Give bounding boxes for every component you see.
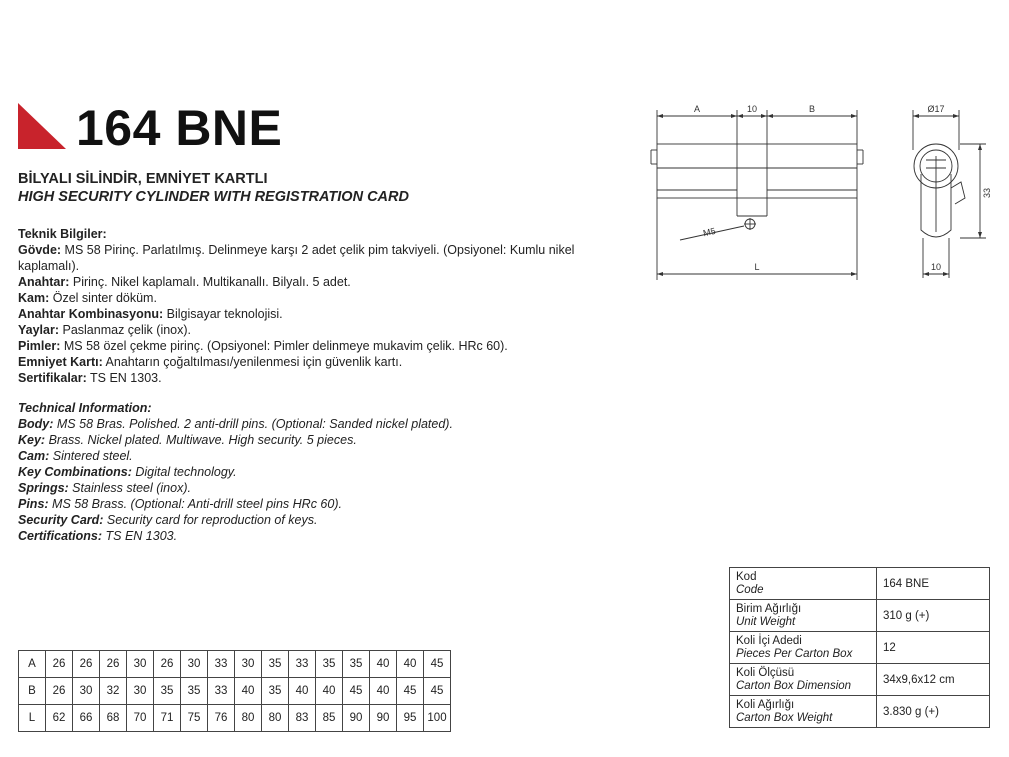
tech-item-label: Emniyet Kartı: bbox=[18, 355, 103, 369]
info-value: 164 BNE bbox=[877, 568, 990, 600]
brand-triangle-logo bbox=[18, 103, 66, 149]
dims-cell: 100 bbox=[424, 705, 451, 732]
dims-cell: 45 bbox=[397, 678, 424, 705]
dims-row-label: B bbox=[19, 678, 46, 705]
side-view bbox=[651, 110, 863, 280]
dims-cell: 68 bbox=[100, 705, 127, 732]
tech-item bbox=[18, 480, 578, 496]
dim-10-top-label: 10 bbox=[746, 104, 758, 114]
tech-item-label: Springs: bbox=[18, 481, 69, 495]
dims-row bbox=[19, 651, 451, 678]
dims-cell: 30 bbox=[73, 678, 100, 705]
dims-cell: 71 bbox=[154, 705, 181, 732]
tech-item-text: Paslanmaz çelik (inox). bbox=[59, 323, 192, 337]
dims-cell: 95 bbox=[397, 705, 424, 732]
dims-row-label: A bbox=[19, 651, 46, 678]
tech-item bbox=[18, 496, 578, 512]
dims-cell: 30 bbox=[235, 651, 262, 678]
info-label bbox=[730, 664, 877, 696]
tech-item bbox=[18, 464, 578, 480]
dims-cell: 75 bbox=[181, 705, 208, 732]
tech-item bbox=[18, 370, 578, 386]
dims-cell: 35 bbox=[343, 651, 370, 678]
dim-10-side-label: 10 bbox=[930, 262, 942, 272]
dims-cell: 35 bbox=[262, 678, 289, 705]
dims-cell: 30 bbox=[127, 678, 154, 705]
tech-item-text: MS 58 özel çekme pirinç. (Opsiyonel: Pimler delinmeye mukavim çelik. HRc 60). bbox=[60, 339, 508, 353]
tech-item-label: Key Combinations: bbox=[18, 465, 132, 479]
info-label-en: Carton Box Weight bbox=[736, 711, 833, 724]
tech-item-text: MS 58 Bras. Polished. 2 anti-drill pins. (Optional: Sanded nickel plated). bbox=[53, 417, 453, 431]
dims-cell: 45 bbox=[424, 678, 451, 705]
tech-heading-en: Technical Information: bbox=[18, 401, 152, 415]
info-label-en: Pieces Per Carton Box bbox=[736, 647, 853, 660]
tech-item bbox=[18, 290, 578, 306]
tech-item-text: MS 58 Pirinç. Parlatılmış. Delinmeye karşı 2 adet çelik pim takviyeli. (Opsiyonel: Kumlu nikel kaplamalı). bbox=[18, 243, 575, 273]
subtitle-english: HIGH SECURITY CYLINDER WITH REGISTRATION CARD bbox=[18, 189, 409, 205]
dims-cell: 40 bbox=[397, 651, 424, 678]
product-title: 164 BNE bbox=[76, 100, 283, 156]
dim-d17-label: Ø17 bbox=[927, 104, 945, 114]
tech-item-label: Pins: bbox=[18, 497, 49, 511]
tech-item bbox=[18, 432, 578, 448]
info-label bbox=[730, 696, 877, 728]
dims-cell: 83 bbox=[289, 705, 316, 732]
dims-cell: 40 bbox=[370, 651, 397, 678]
info-row bbox=[730, 632, 990, 664]
tech-item bbox=[18, 306, 578, 322]
tech-item-text: Özel sinter döküm. bbox=[49, 291, 157, 305]
tech-item-label: Body: bbox=[18, 417, 54, 431]
dimension-arrows bbox=[657, 114, 857, 276]
dims-cell: 35 bbox=[316, 651, 343, 678]
info-row bbox=[730, 600, 990, 632]
dims-cell: 40 bbox=[316, 678, 343, 705]
tech-item-label: Anahtar: bbox=[18, 275, 70, 289]
tech-item-text: Digital technology. bbox=[131, 465, 237, 479]
tech-item-label: Anahtar Kombinasyonu: bbox=[18, 307, 164, 321]
info-value: 34x9,6x12 cm bbox=[877, 664, 990, 696]
dims-cell: 30 bbox=[127, 651, 154, 678]
tech-item-text: Pirinç. Nikel kaplamalı. Multikanallı. Bilyalı. 5 adet. bbox=[69, 275, 351, 289]
dims-cell: 40 bbox=[235, 678, 262, 705]
tech-item-text: TS EN 1303. bbox=[102, 529, 178, 543]
tech-item bbox=[18, 274, 578, 290]
dims-cell: 35 bbox=[262, 651, 289, 678]
dims-cell: 26 bbox=[154, 651, 181, 678]
dims-cell: 33 bbox=[289, 651, 316, 678]
info-label-tr: Koli İçi Adedi bbox=[736, 634, 802, 647]
info-value: 12 bbox=[877, 632, 990, 664]
dims-cell: 66 bbox=[73, 705, 100, 732]
info-label bbox=[730, 600, 877, 632]
dims-cell: 45 bbox=[424, 651, 451, 678]
info-label-tr: Koli Ölçüsü bbox=[736, 666, 795, 679]
info-row bbox=[730, 664, 990, 696]
tech-item bbox=[18, 338, 578, 354]
dims-cell: 30 bbox=[181, 651, 208, 678]
info-label-en: Unit Weight bbox=[736, 615, 796, 628]
info-value: 310 g (+) bbox=[877, 600, 990, 632]
info-value: 3.830 g (+) bbox=[877, 696, 990, 728]
dimensions-table bbox=[18, 650, 451, 732]
info-label bbox=[730, 632, 877, 664]
tech-item-label: Certifications: bbox=[18, 529, 103, 543]
tech-item-text: Sintered steel. bbox=[49, 449, 133, 463]
tech-item-text: Brass. Nickel plated. Multiwave. High security. 5 pieces. bbox=[45, 433, 357, 447]
dim-m5-label: M5 bbox=[702, 225, 717, 239]
end-view bbox=[913, 110, 986, 278]
tech-item-text: Anahtarın çoğaltılması/yenilenmesi için güvenlik kartı. bbox=[102, 355, 403, 369]
tech-heading-tr: Teknik Bilgiler: bbox=[18, 227, 107, 241]
dims-cell: 70 bbox=[127, 705, 154, 732]
dims-cell: 45 bbox=[343, 678, 370, 705]
info-label-en: Code bbox=[736, 583, 764, 596]
dims-cell: 26 bbox=[46, 651, 73, 678]
info-label bbox=[730, 568, 877, 600]
dims-cell: 80 bbox=[262, 705, 289, 732]
dim-b-label: B bbox=[808, 104, 816, 114]
tech-item bbox=[18, 448, 578, 464]
brand-triangle-shape bbox=[18, 103, 66, 149]
info-label-tr: Kod bbox=[736, 570, 757, 583]
tech-item bbox=[18, 512, 578, 528]
dims-cell: 76 bbox=[208, 705, 235, 732]
tech-item-label: Security Card: bbox=[18, 513, 104, 527]
tech-item-text: Stainless steel (inox). bbox=[68, 481, 191, 495]
dim-a-label: A bbox=[693, 104, 701, 114]
tech-item-label: Cam: bbox=[18, 449, 50, 463]
tech-item-text: Bilgisayar teknolojisi. bbox=[163, 307, 283, 321]
tech-item-text: Security card for reproduction of keys. bbox=[103, 513, 318, 527]
tech-item bbox=[18, 528, 578, 544]
dims-cell: 26 bbox=[46, 678, 73, 705]
dim-l-label: L bbox=[754, 262, 760, 272]
tech-item-label: Pimler: bbox=[18, 339, 61, 353]
dims-cell: 33 bbox=[208, 651, 235, 678]
info-row bbox=[730, 696, 990, 728]
dims-row-label: L bbox=[19, 705, 46, 732]
technical-info-turkish bbox=[18, 226, 578, 386]
dims-cell: 40 bbox=[370, 678, 397, 705]
info-label-en: Carton Box Dimension bbox=[736, 679, 852, 692]
dims-cell: 26 bbox=[73, 651, 100, 678]
dims-cell: 26 bbox=[100, 651, 127, 678]
subtitle-turkish: BİLYALI SİLİNDİR, EMNİYET KARTLI bbox=[18, 171, 268, 187]
dims-cell: 40 bbox=[289, 678, 316, 705]
dims-cell: 80 bbox=[235, 705, 262, 732]
dims-cell: 35 bbox=[181, 678, 208, 705]
cylinder-technical-drawing bbox=[640, 98, 1000, 288]
dim-33-label: 33 bbox=[982, 187, 992, 199]
dims-cell: 35 bbox=[154, 678, 181, 705]
info-row bbox=[730, 568, 990, 600]
tech-item-label: Kam: bbox=[18, 291, 50, 305]
tech-item bbox=[18, 242, 578, 274]
dims-cell: 62 bbox=[46, 705, 73, 732]
tech-item-label: Yaylar: bbox=[18, 323, 60, 337]
tech-item bbox=[18, 416, 578, 432]
dims-cell: 32 bbox=[100, 678, 127, 705]
tech-item-text: MS 58 Brass. (Optional: Anti-drill steel pins HRc 60). bbox=[48, 497, 342, 511]
technical-info-english bbox=[18, 400, 578, 544]
product-info-table bbox=[729, 567, 990, 728]
info-label-tr: Birim Ağırlığı bbox=[736, 602, 802, 615]
tech-item-label: Key: bbox=[18, 433, 46, 447]
dims-cell: 90 bbox=[370, 705, 397, 732]
dims-row bbox=[19, 705, 451, 732]
tech-item-text: TS EN 1303. bbox=[86, 371, 162, 385]
dims-cell: 90 bbox=[343, 705, 370, 732]
tech-item-label: Gövde: bbox=[18, 243, 62, 257]
info-label-tr: Koli Ağırlığı bbox=[736, 698, 795, 711]
dims-cell: 85 bbox=[316, 705, 343, 732]
tech-item-label: Sertifikalar: bbox=[18, 371, 87, 385]
dims-row bbox=[19, 678, 451, 705]
dims-cell: 33 bbox=[208, 678, 235, 705]
tech-item bbox=[18, 322, 578, 338]
tech-item bbox=[18, 354, 578, 370]
